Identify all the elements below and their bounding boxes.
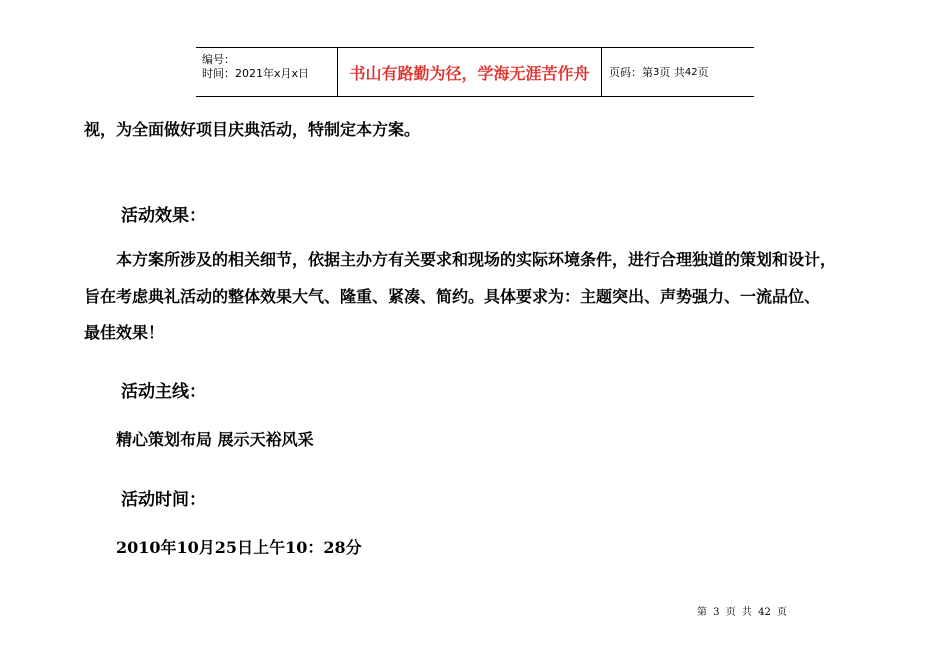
effect-heading: 活动效果： (121, 206, 206, 226)
header-page-label: 页码：第 (609, 66, 653, 79)
header-page-total: 42 (684, 66, 698, 78)
time-heading: 活动时间： (121, 490, 206, 510)
mainline-text: 精心策划布局 展示天裕风采 (116, 430, 314, 449)
header-page-mid: 页 共 (659, 66, 685, 79)
header-meta-cell (196, 48, 338, 96)
header-page-cell (602, 48, 754, 96)
header-time-label: 时间：2021年x月x日 (202, 67, 310, 80)
header-page-suffix: 页 (697, 66, 709, 79)
page-footer: 第 3 页 共 42 页 (697, 607, 787, 618)
effect-paragraph-line-3: 最佳效果！ (84, 323, 165, 342)
header-page-current: 3 (653, 66, 660, 78)
mainline-heading: 活动主线： (121, 382, 206, 402)
effect-paragraph-line-2: 旨在考虑典礼活动的整体效果大气、隆重、紧凑、简约。具体要求为：主题突出、声势强力、一流品位、 (84, 287, 821, 306)
header-motto: 书山有路勤为径，学海无涯苦作舟 (338, 48, 602, 96)
effect-paragraph-line-1: 本方案所涉及的相关细节，依据主办方有关要求和现场的实际环境条件，进行合理独道的策划和设计， (116, 250, 837, 269)
page-header (196, 47, 754, 97)
intro-line: 视，为全面做好项目庆典活动，特制定本方案。 (84, 120, 421, 139)
time-text: 2010年10月25日上午10：28分 (116, 538, 362, 557)
header-number-label: 编号： (202, 53, 235, 66)
